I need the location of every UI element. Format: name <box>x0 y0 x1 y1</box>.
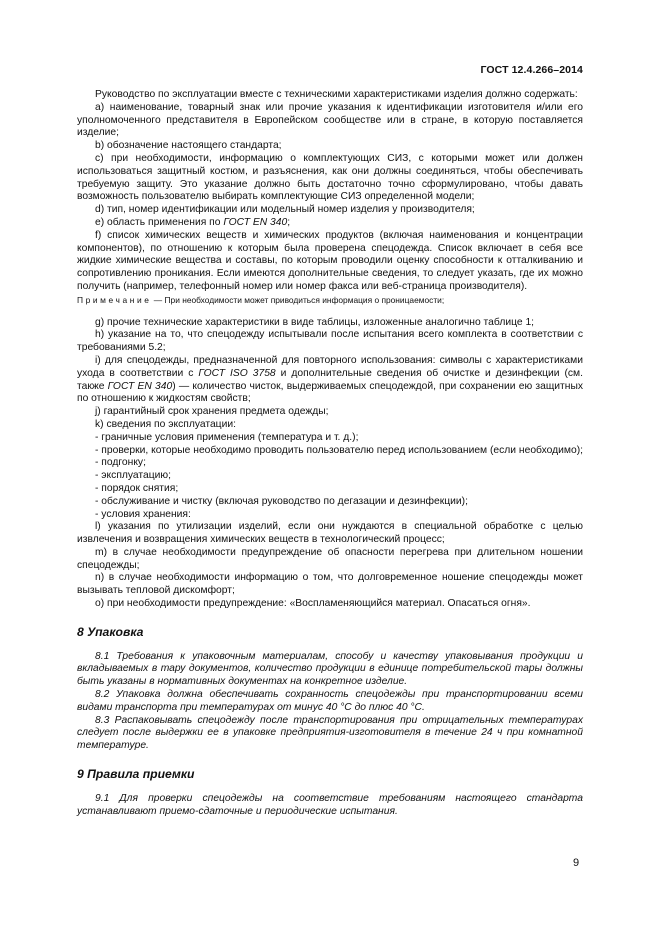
item-k1: - граничные условия применения (температура и т. д.); <box>95 431 359 443</box>
item-h: h) указание на то, что спецодежду испытывали после испытания всего комплекта в соответствии с требованиями 5.2; <box>77 329 583 354</box>
item-k7: - условия хранения: <box>95 508 191 520</box>
item-a: а) наименование, товарный знак или прочие указания к идентификации изготовителя и/или его уполномоченного представителя в Европейском сообществе или в стране, в которую поставляется изделие; <box>77 101 583 139</box>
section-8-para-1: 8.1 Требования к упаковочным материалам, способу и качеству упаковывания продукции и вкладываемых в тару документов, количество продукции в единице потребительской тары должны быть указаны в нормативных документах на конкретное изделие. <box>77 650 583 688</box>
item-n: n) в случае необходимости информацию о том, что долговременное ношение спецодежды может вызывать тепловой дискомфорт; <box>77 572 583 597</box>
item-m: m) в случае необходимости предупреждение об опасности перегрева при длительном ношении спецодежды; <box>77 546 583 571</box>
item-c: c) при необходимости, информацию о комплектующих СИЗ, с которыми может или должен использоваться защитный костюм, и разъяснения, как они должны соединяться, чтобы обеспечивать требуемую защиту. Это указание должно быть достаточно точно сформулировано, чтобы давать возможность пользователю выбирать комплектующие СИЗ определенной модели; <box>77 152 583 203</box>
section-8-para-3: 8.3 Распаковывать спецодежду после транспортирования при отрицательных температурах следует после выдержки ее в упаковке предприятия-изготовителя в течение 24 ч при комнатной температуре. <box>77 714 583 752</box>
item-k4: - эксплуатацию; <box>95 470 171 482</box>
section-8-para-2: 8.2 Упаковка должна обеспечивать сохранность спецодежды при транспортировании всеми видами транспорта при температурах от минус 40 °С до плюс 40 °С. <box>77 689 583 713</box>
item-k: k) сведения по эксплуатации: <box>95 418 236 430</box>
item-k5: - порядок снятия; <box>95 482 179 494</box>
section-9-title: 9 Правила приемки <box>77 767 195 782</box>
item-d: d) тип, номер идентификации или модельный номер изделия у производителя; <box>95 204 475 216</box>
item-b: b) обозначение настоящего стандарта; <box>95 140 282 152</box>
item-f: f) список химических веществ и химических продуктов (включая наименования и концентрации компонентов), по отношению к которым была проверена спецодежда. Список включает в себя все жидкие химические вещества и составы, по которым проводили оценку способности к отталкиванию и сопротивлению проникания. Если имеются дополнительные сведения, то следует указать, где их можно получить (например, телефонный номер или номер факса или веб-страница производителя). <box>77 229 583 292</box>
item-k2: - проверки, которые необходимо проводить пользователю перед использованием (если необходимо); <box>95 444 583 456</box>
note-label: Примечание <box>77 294 152 305</box>
page-number: 9 <box>573 857 580 869</box>
item-k3: - подгонку; <box>95 457 146 469</box>
item-e: е) область применения по ГОСТ EN 340; <box>95 216 291 228</box>
intro-paragraph: Руководство по эксплуатации вместе с техническими характеристиками изделия должно содержать: <box>95 89 578 100</box>
item-g: g) прочие технические характеристики в виде таблицы, изложенные аналогично таблице 1; <box>95 316 535 328</box>
standard-header: ГОСТ 12.4.266–2014 <box>480 64 583 76</box>
item-k6: - обслуживание и чистку (включая руководство по дегазации и дезинфекции); <box>95 495 468 507</box>
section-9-para-1: 9.1 Для проверки спецодежды на соответствие требованиям настоящего стандарта устанавливают приемо-сдаточные и периодические испытания. <box>77 792 583 817</box>
item-o: о) при необходимости предупреждение: «Воспламеняющийся материал. Опасаться огня». <box>95 598 531 610</box>
item-j: j) гарантийный срок хранения предмета одежды; <box>95 406 329 418</box>
item-i: i) для спецодежды, предназначенной для повторного использования: символы с характеристиками ухода в соответствии с ГОСТ ISO 3758 и дополнительные сведения об очистке и дезинфекции (см. также ГОСТ EN 340) — количество чисток, выдерживаемых спецодеждой, при сохранении ею защитных по отношению к жидкостям свойств; <box>77 354 584 405</box>
note: Примечание — При необходимости может приводиться информация о проницаемости; <box>77 294 445 305</box>
section-8-title: 8 Упаковка <box>77 624 144 639</box>
document-body <box>77 89 583 818</box>
item-l: l) указания по утилизации изделий, если они нуждаются в специальной обработке с целью извлечения и возвращения химических веществ в технологический процесс; <box>77 521 583 546</box>
